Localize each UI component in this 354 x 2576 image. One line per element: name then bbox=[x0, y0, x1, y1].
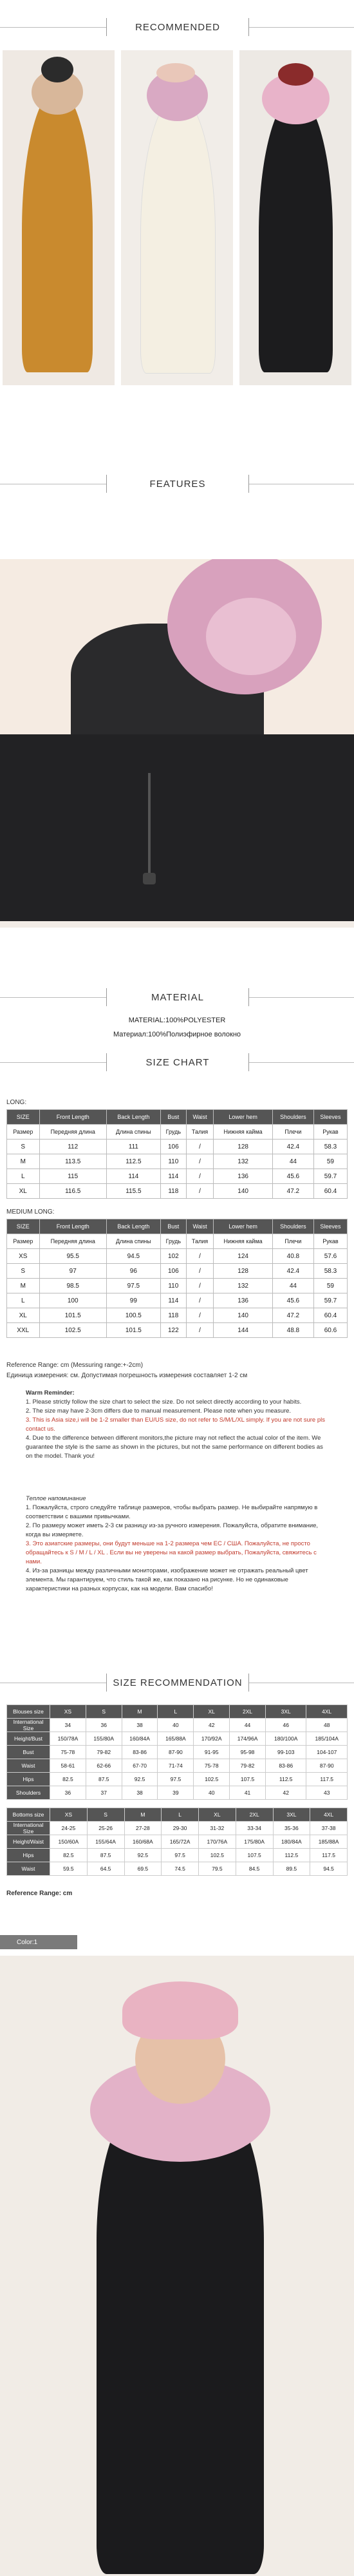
rec-cell: 40 bbox=[194, 1786, 230, 1800]
long-size-row bbox=[7, 1184, 348, 1199]
rec-cell: 155/64A bbox=[87, 1835, 124, 1849]
rec-header-cell: XL bbox=[194, 1705, 230, 1719]
rec-cell: 43 bbox=[306, 1786, 348, 1800]
table-cell: 44 bbox=[272, 1279, 313, 1293]
header-cell-ru: Нижняя кайма bbox=[214, 1234, 273, 1249]
rec-header-cell: Blouses size bbox=[7, 1705, 50, 1719]
header-cell: Front Length bbox=[39, 1110, 106, 1125]
blouse-size-table bbox=[6, 1704, 348, 1800]
rec-cell: 42 bbox=[265, 1786, 306, 1800]
table-cell: / bbox=[186, 1308, 214, 1323]
table-cell: 96 bbox=[106, 1264, 160, 1279]
rec-cell: 41 bbox=[230, 1786, 266, 1800]
table-cell: 97 bbox=[39, 1264, 106, 1279]
header-cell-ru: Плечи bbox=[272, 1125, 313, 1140]
rec-cell: 87.5 bbox=[86, 1773, 122, 1786]
rec-cell: 42 bbox=[194, 1719, 230, 1732]
medium-size-row bbox=[7, 1293, 348, 1308]
table-cell: 106 bbox=[160, 1140, 186, 1154]
rec-cell: 31-32 bbox=[199, 1822, 236, 1835]
rec-cell: 160/68A bbox=[124, 1835, 162, 1849]
rec-cell: 59.5 bbox=[50, 1862, 88, 1876]
table-cell: 58.3 bbox=[313, 1140, 347, 1154]
long-size-row bbox=[7, 1154, 348, 1169]
header-cell: SIZE bbox=[7, 1110, 40, 1125]
header-cell-ru: Плечи bbox=[272, 1234, 313, 1249]
table-cell: 128 bbox=[214, 1264, 273, 1279]
table-cell: 112 bbox=[39, 1140, 106, 1154]
table-cell: 144 bbox=[214, 1323, 273, 1338]
rec-cell: 40 bbox=[158, 1719, 194, 1732]
rec-cell: Hips bbox=[7, 1849, 50, 1862]
rec-cell: Height/Bust bbox=[7, 1732, 50, 1746]
rec-header-cell: Bottoms size bbox=[7, 1808, 50, 1822]
color-1-photo bbox=[0, 1956, 354, 2576]
material-ru-value: 100%Полиэфирное волокно bbox=[148, 1031, 241, 1038]
header-cell-ru: Рукав bbox=[313, 1234, 347, 1249]
rec-cell: 150/78A bbox=[50, 1732, 86, 1746]
rec-cell: 79.5 bbox=[199, 1862, 236, 1876]
size-rec-title: SIZE RECOMMENDATION bbox=[106, 1674, 249, 1692]
table-cell: / bbox=[186, 1264, 214, 1279]
rec-cell: 89.5 bbox=[273, 1862, 310, 1876]
table-cell: 40.8 bbox=[272, 1249, 313, 1264]
table-cell: 100.5 bbox=[106, 1308, 160, 1323]
table-cell: / bbox=[186, 1249, 214, 1264]
header-cell: Shoulders bbox=[272, 1219, 313, 1234]
table-cell: 100 bbox=[39, 1293, 106, 1308]
table-cell: 118 bbox=[160, 1184, 186, 1199]
material-title: MATERIAL bbox=[106, 988, 249, 1006]
material-en bbox=[0, 1016, 354, 1024]
header-cell: Bust bbox=[160, 1219, 186, 1234]
rec-cell: 92.5 bbox=[124, 1849, 162, 1862]
table-cell: 101.5 bbox=[106, 1323, 160, 1338]
rec-cell: 99-103 bbox=[265, 1746, 306, 1759]
table-cell: 136 bbox=[214, 1169, 273, 1184]
table-cell: 136 bbox=[214, 1293, 273, 1308]
header-cell-ru: Длина спины bbox=[106, 1234, 160, 1249]
rec-row bbox=[7, 1835, 348, 1849]
rec-cell: 75-78 bbox=[194, 1759, 230, 1773]
rec-cell: 174/96A bbox=[230, 1732, 266, 1746]
rec-cell: 39 bbox=[158, 1786, 194, 1800]
table-cell: 97.5 bbox=[106, 1279, 160, 1293]
rec-row bbox=[7, 1862, 348, 1876]
rec-cell: 87-90 bbox=[306, 1759, 348, 1773]
header-cell: Back Length bbox=[106, 1110, 160, 1125]
table-cell: 59 bbox=[313, 1154, 347, 1169]
table-cell: 140 bbox=[214, 1184, 273, 1199]
table-cell: 59 bbox=[313, 1279, 347, 1293]
feature-photo-hood bbox=[0, 559, 354, 739]
table-cell: M bbox=[7, 1154, 40, 1169]
rec-cell: 33-34 bbox=[236, 1822, 273, 1835]
rec-cell: 92.5 bbox=[122, 1773, 158, 1786]
reminder-ru-line-3: 3. Это азиатские размеры, они будут меньше на 1-2 размера чем ЕС / США. Пожалуйста, не просто обращайтесь к S / M / L / XL . Если вы не уверены на какой размер выбрать, Пожалуйста, свяжитесь с нами. bbox=[26, 1540, 317, 1565]
table-cell: / bbox=[186, 1279, 214, 1293]
rec-row bbox=[7, 1746, 348, 1759]
medium-size-row bbox=[7, 1249, 348, 1264]
rec-header-cell: S bbox=[86, 1705, 122, 1719]
table-cell: 115 bbox=[39, 1169, 106, 1184]
table-cell: XL bbox=[7, 1184, 40, 1199]
rec-cell: International Size bbox=[7, 1719, 50, 1732]
rec-cell: 79-82 bbox=[86, 1746, 122, 1759]
table-cell: 94.5 bbox=[106, 1249, 160, 1264]
rec-cell: 25-26 bbox=[87, 1822, 124, 1835]
rec-header-cell: XL bbox=[199, 1808, 236, 1822]
rec-header-cell: L bbox=[158, 1705, 194, 1719]
table-cell: / bbox=[186, 1140, 214, 1154]
material-en-value: 100%POLYESTER bbox=[165, 1016, 226, 1024]
table-cell: L bbox=[7, 1293, 40, 1308]
rec-cell: 83-86 bbox=[122, 1746, 158, 1759]
rec-row bbox=[7, 1719, 348, 1732]
table-cell: 101.5 bbox=[39, 1308, 106, 1323]
table-cell: 47.2 bbox=[272, 1308, 313, 1323]
rec-cell: 165/88A bbox=[158, 1732, 194, 1746]
table-cell: 132 bbox=[214, 1154, 273, 1169]
rec-cell: 74.5 bbox=[162, 1862, 199, 1876]
rec-cell: 102.5 bbox=[199, 1849, 236, 1862]
table-cell: / bbox=[186, 1154, 214, 1169]
rec-row bbox=[7, 1732, 348, 1746]
header-cell-ru: Передняя длина bbox=[39, 1125, 106, 1140]
table-cell: 110 bbox=[160, 1279, 186, 1293]
rec-header-cell: 3XL bbox=[273, 1808, 310, 1822]
rec-cell: 82.5 bbox=[50, 1849, 88, 1862]
table-cell: 60.6 bbox=[313, 1323, 347, 1338]
header-cell: Sleeves bbox=[313, 1219, 347, 1234]
rec-cell: 117.5 bbox=[310, 1849, 348, 1862]
header-cell: Lower hem bbox=[214, 1219, 273, 1234]
reminder-line-2: 2. The size may have 2-3cm differs due to manual measurement. Please note when you measure. bbox=[26, 1407, 292, 1415]
rec-cell: 48 bbox=[306, 1719, 348, 1732]
rec-cell: 175/80A bbox=[236, 1835, 273, 1849]
header-cell-ru: Рукав bbox=[313, 1125, 347, 1140]
table-cell: / bbox=[186, 1293, 214, 1308]
table-cell: 122 bbox=[160, 1323, 186, 1338]
table-cell: 45.6 bbox=[272, 1293, 313, 1308]
rec-header-cell: XS bbox=[50, 1808, 88, 1822]
rec-cell: 27-28 bbox=[124, 1822, 162, 1835]
recommended-title: RECOMMENDED bbox=[106, 18, 249, 36]
material-en-label: MATERIAL: bbox=[128, 1016, 165, 1024]
table-cell: 140 bbox=[214, 1308, 273, 1323]
rec-header-cell: 3XL bbox=[265, 1705, 306, 1719]
rec-cell: 112.5 bbox=[265, 1773, 306, 1786]
reminder-line-1: 1. Please strictly follow the size chart to select the size. Do not select directly according to your habits. bbox=[26, 1398, 302, 1406]
medium-size-row bbox=[7, 1308, 348, 1323]
table-cell: 58.3 bbox=[313, 1264, 347, 1279]
rec-cell: 170/92A bbox=[194, 1732, 230, 1746]
rec-header-cell: 4XL bbox=[310, 1808, 348, 1822]
table-cell: 95.5 bbox=[39, 1249, 106, 1264]
rec-cell: 102.5 bbox=[194, 1773, 230, 1786]
reminder-ru-title: Теплое напоминание bbox=[26, 1495, 86, 1502]
table-cell: 60.4 bbox=[313, 1184, 347, 1199]
rec-cell: 112.5 bbox=[273, 1849, 310, 1862]
table-cell: 44 bbox=[272, 1154, 313, 1169]
rec-cell: 170/76A bbox=[199, 1835, 236, 1849]
header-cell-ru: Талия bbox=[186, 1125, 214, 1140]
rec-cell: 24-25 bbox=[50, 1822, 88, 1835]
rec-cell: 29-30 bbox=[162, 1822, 199, 1835]
medium-size-row bbox=[7, 1323, 348, 1338]
table-cell: M bbox=[7, 1279, 40, 1293]
table-cell: 106 bbox=[160, 1264, 186, 1279]
table-cell: 114 bbox=[160, 1169, 186, 1184]
header-cell-ru: Размер bbox=[7, 1125, 40, 1140]
rec-cell: 58-61 bbox=[50, 1759, 86, 1773]
rec-cell: 36 bbox=[86, 1719, 122, 1732]
rec-cell: Hips bbox=[7, 1773, 50, 1786]
header-cell: Sleeves bbox=[313, 1110, 347, 1125]
feature-photo-drawstring bbox=[0, 734, 354, 928]
rec-cell: Waist bbox=[7, 1862, 50, 1876]
rec-cell: 62-66 bbox=[86, 1759, 122, 1773]
header-cell: SIZE bbox=[7, 1219, 40, 1234]
rec-header-cell: L bbox=[162, 1808, 199, 1822]
rec-cell: 87-90 bbox=[158, 1746, 194, 1759]
rec-cell: 107.5 bbox=[236, 1849, 273, 1862]
reminder-block bbox=[26, 1389, 328, 1461]
table-cell: L bbox=[7, 1169, 40, 1184]
rec-cell: 34 bbox=[50, 1719, 86, 1732]
rec-cell: 107.5 bbox=[230, 1773, 266, 1786]
rec-cell: 185/88A bbox=[310, 1835, 348, 1849]
rec-cell: 160/84A bbox=[122, 1732, 158, 1746]
rec-cell: 44 bbox=[230, 1719, 266, 1732]
header-cell: Waist bbox=[186, 1219, 214, 1234]
rec-cell: 185/104A bbox=[306, 1732, 348, 1746]
material-ru bbox=[0, 1031, 354, 1038]
rec-cell: 38 bbox=[122, 1719, 158, 1732]
rec-cell: 97.5 bbox=[158, 1773, 194, 1786]
recommended-photo-black bbox=[239, 50, 351, 385]
medium-size-table bbox=[6, 1219, 348, 1338]
rec-cell: 150/60A bbox=[50, 1835, 88, 1849]
color-tag bbox=[0, 1935, 77, 1949]
table-cell: S bbox=[7, 1140, 40, 1154]
rec-cell: 67-70 bbox=[122, 1759, 158, 1773]
rec-row bbox=[7, 1786, 348, 1800]
size-rec-reference: Reference Range: cm bbox=[6, 1890, 73, 1897]
table-cell: 115.5 bbox=[106, 1184, 160, 1199]
rec-cell: Waist bbox=[7, 1759, 50, 1773]
reminder-ru-line-4: 4. Из-за разницы между различными мониторами, изображение может не отражать реальный цвет элемента. Мы гарантируем, что стиль такой же, как показано на рисунке. Но не одинаковые характеристики на разных корпусах, как на модели. Вам спасибо! bbox=[26, 1567, 308, 1592]
table-cell: S bbox=[7, 1264, 40, 1279]
rec-cell: 84.5 bbox=[236, 1862, 273, 1876]
recommended-photo-white bbox=[121, 50, 233, 385]
rec-cell: 46 bbox=[265, 1719, 306, 1732]
header-cell: Bust bbox=[160, 1110, 186, 1125]
table-cell: 45.6 bbox=[272, 1169, 313, 1184]
table-cell: 116.5 bbox=[39, 1184, 106, 1199]
table-cell: 48.8 bbox=[272, 1323, 313, 1338]
rec-header-cell: S bbox=[87, 1808, 124, 1822]
rec-row bbox=[7, 1759, 348, 1773]
table-cell: 132 bbox=[214, 1279, 273, 1293]
medium-size-row bbox=[7, 1264, 348, 1279]
medium-size-row bbox=[7, 1279, 348, 1293]
recommended-photo-camel bbox=[3, 50, 115, 385]
header-cell: Waist bbox=[186, 1110, 214, 1125]
header-cell: Lower hem bbox=[214, 1110, 273, 1125]
rec-cell: 75-78 bbox=[50, 1746, 86, 1759]
table-cell: 59.7 bbox=[313, 1293, 347, 1308]
rec-cell: 104-107 bbox=[306, 1746, 348, 1759]
rec-cell: Bust bbox=[7, 1746, 50, 1759]
reminder-title: Warm Reminder: bbox=[26, 1389, 75, 1397]
rec-cell: International Size bbox=[7, 1822, 50, 1835]
table-cell: 102 bbox=[160, 1249, 186, 1264]
rec-row bbox=[7, 1773, 348, 1786]
rec-cell: Height/Waist bbox=[7, 1835, 50, 1849]
table-cell: 57.6 bbox=[313, 1249, 347, 1264]
reminder-ru-line-2: 2. По размеру может иметь 2-3 см разницу из-за ручного измерения. Пожалуйста, обратите внимание, когда вы измеряете. bbox=[26, 1522, 319, 1538]
table-cell: 47.2 bbox=[272, 1184, 313, 1199]
rec-header-cell: M bbox=[122, 1705, 158, 1719]
medium-label: MEDIUM LONG: bbox=[6, 1208, 55, 1216]
table-cell: 112.5 bbox=[106, 1154, 160, 1169]
rec-cell: 37 bbox=[86, 1786, 122, 1800]
rec-cell: 69.5 bbox=[124, 1862, 162, 1876]
bottoms-size-table bbox=[6, 1808, 348, 1876]
table-cell: 128 bbox=[214, 1140, 273, 1154]
rec-cell: 180/84A bbox=[273, 1835, 310, 1849]
rec-cell: 83-86 bbox=[265, 1759, 306, 1773]
long-label: LONG: bbox=[6, 1099, 27, 1106]
rec-header-cell: 4XL bbox=[306, 1705, 348, 1719]
reminder-ru-block bbox=[26, 1494, 328, 1594]
rec-cell: 36 bbox=[50, 1786, 86, 1800]
color-tag-label: Color:1 bbox=[17, 1938, 38, 1946]
table-cell: 60.4 bbox=[313, 1308, 347, 1323]
header-cell: Front Length bbox=[39, 1219, 106, 1234]
rec-cell: 38 bbox=[122, 1786, 158, 1800]
rec-cell: Shoulders bbox=[7, 1786, 50, 1800]
table-cell: 118 bbox=[160, 1308, 186, 1323]
reminder-line-3: 3. This is Asia size,i will be 1-2 smaller than EU/US size, do not refer to S/M/L/XL simply. If you are not sure pls contact us. bbox=[26, 1417, 325, 1433]
rec-header-cell: M bbox=[124, 1808, 162, 1822]
header-cell-ru: Талия bbox=[186, 1234, 214, 1249]
size-chart-title: SIZE CHART bbox=[106, 1053, 249, 1071]
rec-cell: 95-98 bbox=[230, 1746, 266, 1759]
reference-ru: Единица измерения: см. Допустимая погрешность измерения составляет 1-2 см bbox=[6, 1372, 248, 1379]
table-cell: 110 bbox=[160, 1154, 186, 1169]
rec-cell: 35-36 bbox=[273, 1822, 310, 1835]
rec-cell: 117.5 bbox=[306, 1773, 348, 1786]
rec-cell: 91-95 bbox=[194, 1746, 230, 1759]
rec-row bbox=[7, 1822, 348, 1835]
table-cell: 42.4 bbox=[272, 1264, 313, 1279]
table-cell: 59.7 bbox=[313, 1169, 347, 1184]
rec-cell: 82.5 bbox=[50, 1773, 86, 1786]
reminder-ru-line-1: 1. Пожалуйста, строго следуйте таблице размеров, чтобы выбрать размер. Не выбирайте напрямую в соответствии с вашими привычками. bbox=[26, 1504, 318, 1520]
features-title: FEATURES bbox=[106, 475, 249, 493]
rec-cell: 37-38 bbox=[310, 1822, 348, 1835]
table-cell: 124 bbox=[214, 1249, 273, 1264]
long-size-row bbox=[7, 1140, 348, 1154]
header-cell-ru: Грудь bbox=[160, 1125, 186, 1140]
rec-header-cell: 2XL bbox=[236, 1808, 273, 1822]
rec-header-cell: XS bbox=[50, 1705, 86, 1719]
reference-en: Reference Range: cm (Messuring range:+-2cm) bbox=[6, 1362, 144, 1369]
table-cell: 114 bbox=[106, 1169, 160, 1184]
material-ru-label: Материал: bbox=[113, 1031, 149, 1038]
table-cell: XS bbox=[7, 1249, 40, 1264]
table-cell: 102.5 bbox=[39, 1323, 106, 1338]
header-cell-ru: Передняя длина bbox=[39, 1234, 106, 1249]
header-cell: Back Length bbox=[106, 1219, 160, 1234]
rec-cell: 94.5 bbox=[310, 1862, 348, 1876]
table-cell: 114 bbox=[160, 1293, 186, 1308]
table-cell: XXL bbox=[7, 1323, 40, 1338]
header-cell-ru: Нижняя кайма bbox=[214, 1125, 273, 1140]
table-cell: 111 bbox=[106, 1140, 160, 1154]
header-cell-ru: Размер bbox=[7, 1234, 40, 1249]
table-cell: / bbox=[186, 1184, 214, 1199]
table-cell: 42.4 bbox=[272, 1140, 313, 1154]
rec-cell: 165/72A bbox=[162, 1835, 199, 1849]
rec-header-cell: 2XL bbox=[230, 1705, 266, 1719]
rec-row bbox=[7, 1849, 348, 1862]
rec-cell: 64.5 bbox=[87, 1862, 124, 1876]
long-size-table bbox=[6, 1109, 348, 1199]
table-cell: / bbox=[186, 1323, 214, 1338]
rec-cell: 71-74 bbox=[158, 1759, 194, 1773]
header-cell-ru: Длина спины bbox=[106, 1125, 160, 1140]
table-cell: 113.5 bbox=[39, 1154, 106, 1169]
table-cell: 99 bbox=[106, 1293, 160, 1308]
rec-cell: 180/100A bbox=[265, 1732, 306, 1746]
header-cell-ru: Грудь bbox=[160, 1234, 186, 1249]
header-cell: Shoulders bbox=[272, 1110, 313, 1125]
rec-cell: 155/80A bbox=[86, 1732, 122, 1746]
rec-cell: 87.5 bbox=[87, 1849, 124, 1862]
long-size-row bbox=[7, 1169, 348, 1184]
rec-cell: 97.5 bbox=[162, 1849, 199, 1862]
reminder-line-4: 4. Due to the difference between different monitors,the picture may not reflect the actual color of the item. We guarantee the style is the same as shown in the pictures, but not the same performance on different bodies as on the model. Thank you! bbox=[26, 1435, 323, 1460]
rec-cell: 79-82 bbox=[230, 1759, 266, 1773]
table-cell: 98.5 bbox=[39, 1279, 106, 1293]
table-cell: / bbox=[186, 1169, 214, 1184]
table-cell: XL bbox=[7, 1308, 40, 1323]
